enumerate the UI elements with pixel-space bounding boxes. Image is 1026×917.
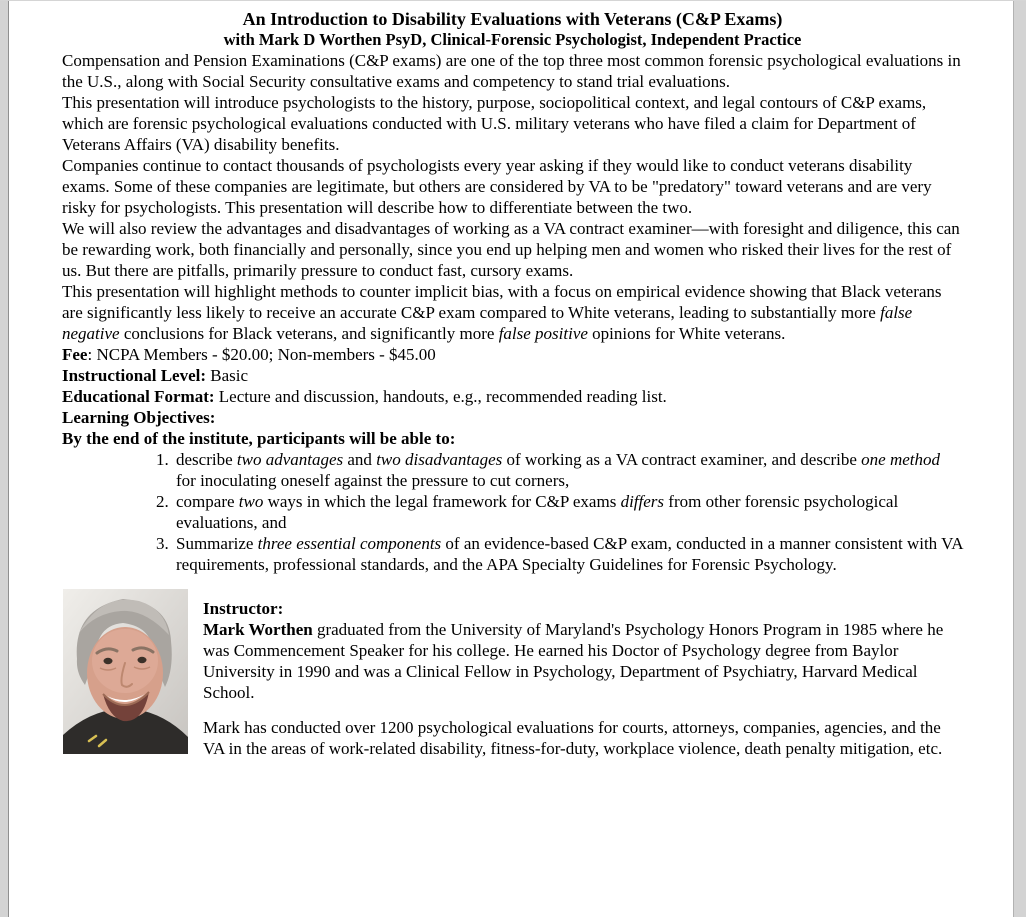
fee-line: Fee: NCPA Members - $20.00; Non-members - $45.00 [62, 345, 436, 364]
paragraph-implicit-bias: This presentation will highlight methods to counter implicit bias, with a focus on empirical evidence showing that Black veterans are significantly less likely to receive an accurate C&P exam compared to White veterans, leading to substantially more false negative conclusions for Black veterans, and significantly more false positive opinions for White veterans. [62, 282, 942, 343]
educational-format-line: Educational Format: Lecture and discussion, handouts, e.g., recommended reading list. [62, 387, 667, 406]
document-subtitle: with Mark D Worthen PsyD, Clinical-Forensic Psychologist, Independent Practice [223, 30, 802, 49]
instructor-portrait-illustration [63, 589, 188, 754]
paragraph-presentation-overview: This presentation will introduce psychologists to the history, purpose, sociopolitical context, and legal contours of C&P exams, which are forensic psychological evaluations conducted with U.S. military veterans who have filed a claim for Department of Veterans Affairs (VA) disability benefits. [62, 93, 927, 154]
viewer-top-edge [0, 0, 1026, 1]
paragraph-cp-exams-intro: Compensation and Pension Examinations (C&P exams) are one of the top three most common forensic psychological evaluations in the U.S., along with Social Security consultative exams and competency to stand trial evaluations. [62, 51, 961, 91]
instructor-bio-paragraph-2: Mark has conducted over 1200 psychological evaluations for courts, attorneys, companies, agencies, and the VA in the areas of work-related disability, fitness-for-duty, workplace violence, death penalty mitigation, etc. [203, 718, 943, 758]
document-page [9, 1, 1013, 917]
document-title: An Introduction to Disability Evaluations with Veterans (C&P Exams) [242, 9, 783, 29]
objective-item-1: 1. describe two advantages and two disadvantages of working as a VA contract examiner, and describe one method for inoculating oneself against the pressure to cut corners, [173, 449, 963, 491]
paragraph-advantages: We will also review the advantages and disadvantages of working as a VA contract examiner—with foresight and diligence, this can be rewarding work, both financially and personally, since you end up helping men and women who risked their lives for the rest of us. But there are pitfalls, primarily pressure to conduct fast, cursory exams. [62, 219, 960, 280]
instructor-bio [203, 589, 956, 759]
instructional-level-line: Instructional Level: Basic [62, 366, 249, 385]
learning-objectives-subheading: By the end of the institute, participants will be able to: [62, 429, 456, 448]
viewer-left-margin [0, 0, 9, 917]
objective-item-3: 3. Summarize three essential components of an evidence-based C&P exam, conducted in a manner consistent with VA requirements, professional standards, and the APA Specialty Guidelines for Forensic Psychology. [173, 533, 963, 575]
paragraph-companies: Companies continue to contact thousands of psychologists every year asking if they would like to conduct veterans disability exams. Some of these companies are legitimate, but others are considered by VA to be "predatory" toward veterans and are very risky for psychologists. This presentation will describe how to differentiate between the two. [62, 156, 932, 217]
instructor-section [62, 589, 963, 759]
viewer-right-margin [1013, 0, 1026, 917]
objective-item-2: 2. compare two ways in which the legal framework for C&P exams differs from other forensic psychological evaluations, and [173, 491, 963, 533]
instructor-photo [63, 589, 188, 754]
learning-objectives-list [62, 449, 963, 575]
instructor-bio-paragraph-1: Mark Worthen graduated from the University of Maryland's Psychology Honors Program in 1985 where he was Commencement Speaker for his college. He earned his Doctor of Psychology degree from Baylor University in 1990 and was a Clinical Fellow in Psychology, Department of Psychiatry, Harvard Medical School. [203, 620, 944, 702]
instructor-heading: Instructor: [203, 599, 284, 618]
learning-objectives-heading: Learning Objectives: [62, 408, 216, 427]
